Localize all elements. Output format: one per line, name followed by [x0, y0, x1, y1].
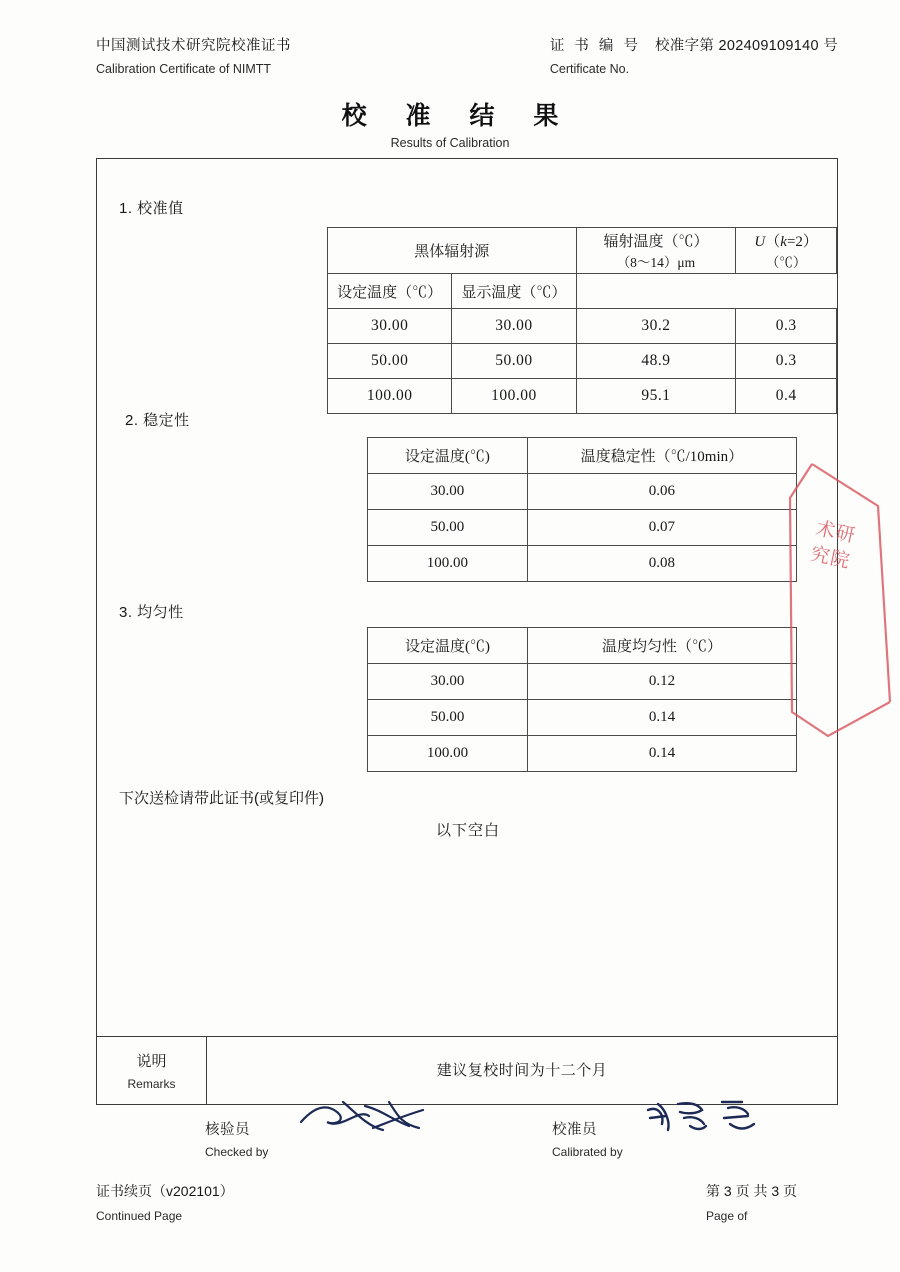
- cell-display-temp: 30.00: [452, 309, 576, 344]
- table-row: [368, 664, 797, 700]
- calibrated-by-label-cn: 校准员: [552, 1122, 597, 1138]
- table-row: [368, 546, 797, 582]
- cell-set-temp: 50.00: [368, 700, 528, 736]
- table-row: [328, 309, 837, 344]
- cell-display-temp: 50.00: [452, 344, 576, 379]
- cell-set-temp: 50.00: [368, 510, 528, 546]
- certificate-number-label-en: Certificate No.: [549, 62, 630, 76]
- remarks-label-cell: [97, 1036, 207, 1105]
- header-left: [96, 34, 291, 76]
- table-row: [368, 736, 797, 772]
- cell-set-temp: 30.00: [368, 474, 528, 510]
- cell-set-temp: 50.00: [328, 344, 452, 379]
- table-uniformity: [367, 627, 797, 772]
- cell-radiation-temp: 95.1: [576, 379, 736, 414]
- checked-by-label-cn: 核验员: [205, 1122, 250, 1138]
- content-frame: [96, 158, 838, 1105]
- institute-title-cn: 中国测试技术研究院校准证书: [96, 38, 291, 54]
- cell-uncertainty: 0.4: [736, 379, 837, 414]
- section-label-calibration-values: 1. 校准值: [119, 200, 184, 217]
- remarks-label-en: Remarks: [127, 1077, 176, 1091]
- table-row: [368, 510, 797, 546]
- remarks-text: 建议复校时间为十二个月: [436, 1062, 608, 1079]
- th-display-temperature: 显示温度（℃）: [452, 274, 576, 309]
- cell-uncertainty: 0.3: [736, 344, 837, 379]
- table-row: [368, 438, 797, 474]
- table-row: [368, 628, 797, 664]
- table-calibration-values: [327, 227, 837, 414]
- checked-by-signature-ink: [297, 1096, 437, 1136]
- th-uncertainty-unit: （℃）: [765, 255, 807, 270]
- section-label-uniformity: 3. 均匀性: [119, 604, 184, 621]
- table-row: [328, 228, 837, 274]
- certificate-number-value: 校准字第 202409109140 号: [654, 38, 838, 54]
- cell-display-temp: 100.00: [452, 379, 576, 414]
- th-set-temperature: 设定温度(℃): [368, 438, 528, 474]
- cell-set-temp: 100.00: [328, 379, 452, 414]
- cell-radiation-temp: 30.2: [576, 309, 736, 344]
- th-radiation-temperature: 辐射温度（℃）: [603, 234, 709, 250]
- th-set-temperature: 设定温度（℃）: [328, 274, 452, 309]
- note-next-submission: 下次送检请带此证书(或复印件): [119, 790, 324, 807]
- cell-stability: 0.06: [527, 474, 796, 510]
- th-radiation-band: （8～14）μm: [616, 255, 696, 270]
- section-label-stability: 2. 稳定性: [125, 412, 190, 429]
- header-right: [550, 34, 838, 76]
- footer-left: [96, 1181, 234, 1223]
- cell-stability: 0.08: [527, 546, 796, 582]
- remarks-label-cn: 说明: [136, 1053, 167, 1070]
- document-header: [96, 34, 838, 86]
- certificate-number-row: [550, 34, 838, 55]
- page-title-cn: 校 准 结 果: [341, 102, 575, 130]
- table-row: [328, 344, 837, 379]
- signature-calibrated-by: [552, 1118, 623, 1159]
- seal-text: 术研究院: [808, 518, 858, 573]
- calibrated-by-signature-ink: [644, 1096, 784, 1136]
- cell-radiation-temp: 48.9: [576, 344, 736, 379]
- cell-uniformity: 0.14: [527, 736, 796, 772]
- th-set-temperature: 设定温度(℃): [368, 628, 528, 664]
- calibrated-by-label-en: Calibrated by: [552, 1145, 623, 1159]
- continued-page-en: Continued Page: [96, 1209, 183, 1223]
- table-stability: [367, 437, 797, 582]
- table-row: [328, 274, 837, 309]
- cell-set-temp: 30.00: [368, 664, 528, 700]
- th-temperature-stability: 温度稳定性（℃/10min）: [527, 438, 796, 474]
- th-temperature-uniformity: 温度均匀性（℃）: [527, 628, 796, 664]
- cell-set-temp: 30.00: [328, 309, 452, 344]
- cell-set-temp: 100.00: [368, 736, 528, 772]
- th-blackbody-source: 黑体辐射源: [328, 228, 577, 274]
- page-number-cn: 第 3 页 共 3 页: [706, 1183, 798, 1199]
- institute-title-en: Calibration Certificate of NIMTT: [96, 62, 272, 76]
- footer-right: [706, 1181, 797, 1223]
- note-blank-below: 以下空白: [435, 822, 500, 839]
- cell-uniformity: 0.14: [527, 700, 796, 736]
- certificate-number-label-cn: 证 书 编 号: [549, 38, 641, 54]
- cell-set-temp: 100.00: [368, 546, 528, 582]
- continued-page-cn: 证书续页（v202101）: [96, 1183, 234, 1199]
- cell-stability: 0.07: [527, 510, 796, 546]
- th-uncertainty: U（k=2）: [754, 234, 818, 250]
- checked-by-label-en: Checked by: [205, 1145, 269, 1159]
- table-row: [368, 700, 797, 736]
- cell-uniformity: 0.12: [527, 664, 796, 700]
- cell-uncertainty: 0.3: [736, 309, 837, 344]
- signature-checked-by: [205, 1118, 268, 1159]
- table-row: [368, 474, 797, 510]
- table-row: [328, 379, 837, 414]
- page-title-en: Results of Calibration: [390, 136, 510, 150]
- page-number-en: Page of: [706, 1209, 748, 1223]
